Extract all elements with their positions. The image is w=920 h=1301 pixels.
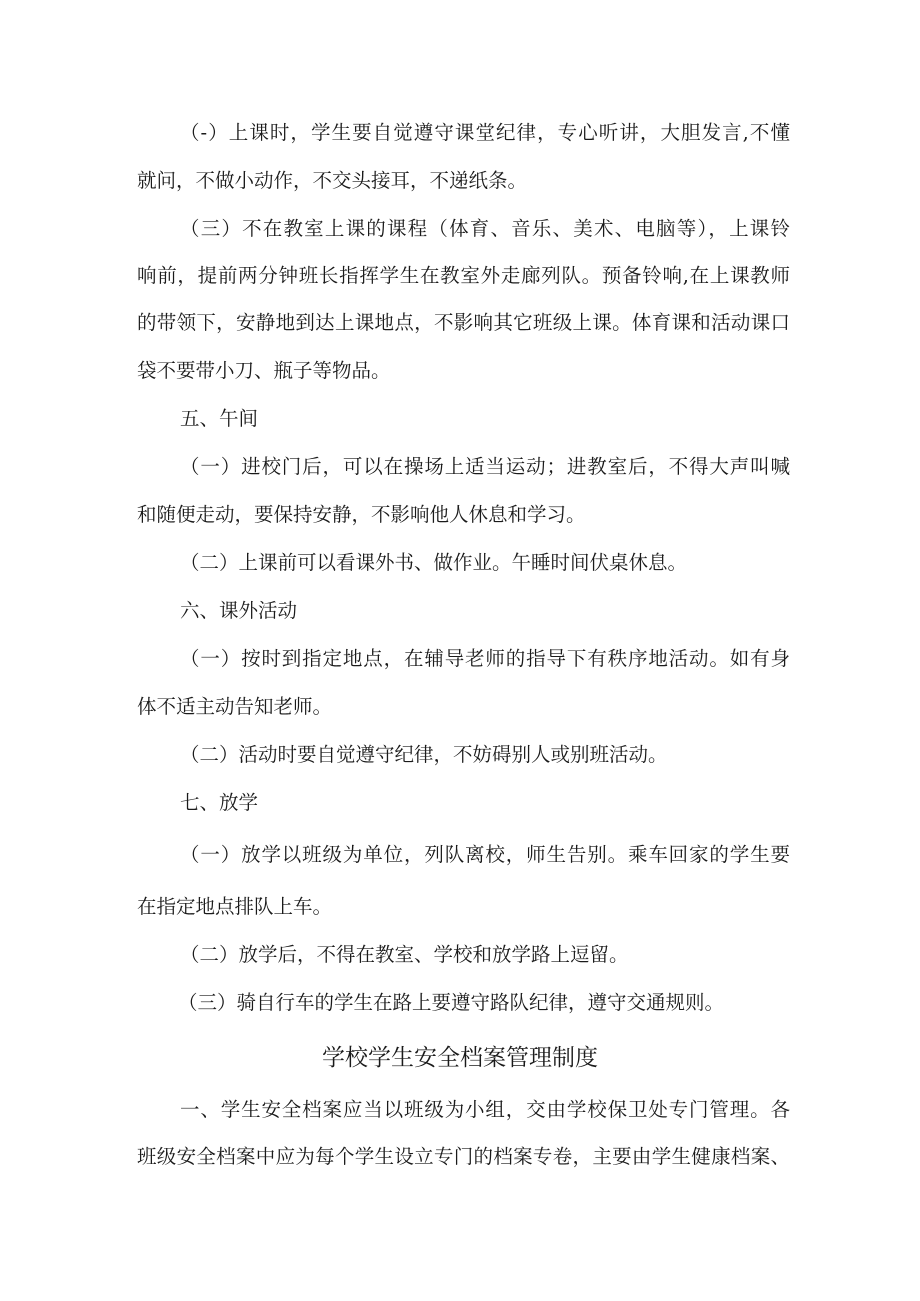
section-heading: 五、午间 xyxy=(180,407,259,430)
paragraph-line: 在指定地点排队上车。 xyxy=(137,895,333,918)
paragraph-line: （二）上课前可以看课外书、做作业。午睡时间伏桌休息。 xyxy=(180,551,688,574)
paragraph-line: 体不适主动告知老师。 xyxy=(137,695,333,718)
paragraph-line: （-）上课时，学生要自觉遵守课堂纪律，专心听讲，大胆发言,不懂 xyxy=(180,121,790,144)
paragraph-line: 袋不要带小刀、瓶子等物品。 xyxy=(137,359,391,382)
paragraph-line: 和随便走动，要保持安静，不影响他人休息和学习。 xyxy=(137,503,586,526)
paragraph-line: 班级安全档案中应为每个学生设立专门的档案专卷，主要由学生健康档案、 xyxy=(137,1145,790,1168)
section-heading: 七、放学 xyxy=(180,791,259,814)
section-heading: 六、课外活动 xyxy=(180,599,298,622)
paragraph-line: （一）放学以班级为单位，列队离校，师生告别。乘车回家的学生要 xyxy=(180,843,790,866)
paragraph-line: （二）放学后，不得在教室、学校和放学路上逗留。 xyxy=(180,943,629,966)
paragraph-line: 响前，提前两分钟班长指挥学生在教室外走廊列队。预备铃响,在上课教师 xyxy=(137,264,790,287)
document-title: 学校学生安全档案管理制度 xyxy=(322,1045,598,1071)
paragraph-line: 一、学生安全档案应当以班级为小组，交由学校保卫处专门管理。各 xyxy=(180,1098,790,1121)
paragraph-line: （一）进校门后，可以在操场上适当运动；进教室后，不得大声叫喊 xyxy=(180,455,790,478)
paragraph-line: （三）骑自行车的学生在路上要遵守路队纪律，遵守交通规则。 xyxy=(178,991,725,1014)
paragraph-line: （三）不在教室上课的课程（体育、音乐、美术、电脑等），上课铃 xyxy=(180,217,790,240)
paragraph-line: （一）按时到指定地点，在辅导老师的指导下有秩序地活动。如有身 xyxy=(180,647,790,670)
paragraph-line: （二）活动时要自觉遵守纪律，不妨碍别人或别班活动。 xyxy=(180,743,668,766)
paragraph-line: 的带领下，安静地到达上课地点，不影响其它班级上课。体育课和活动课口 xyxy=(137,311,790,334)
paragraph-line: 就问，不做小动作，不交头接耳，不递纸条。 xyxy=(137,169,528,192)
